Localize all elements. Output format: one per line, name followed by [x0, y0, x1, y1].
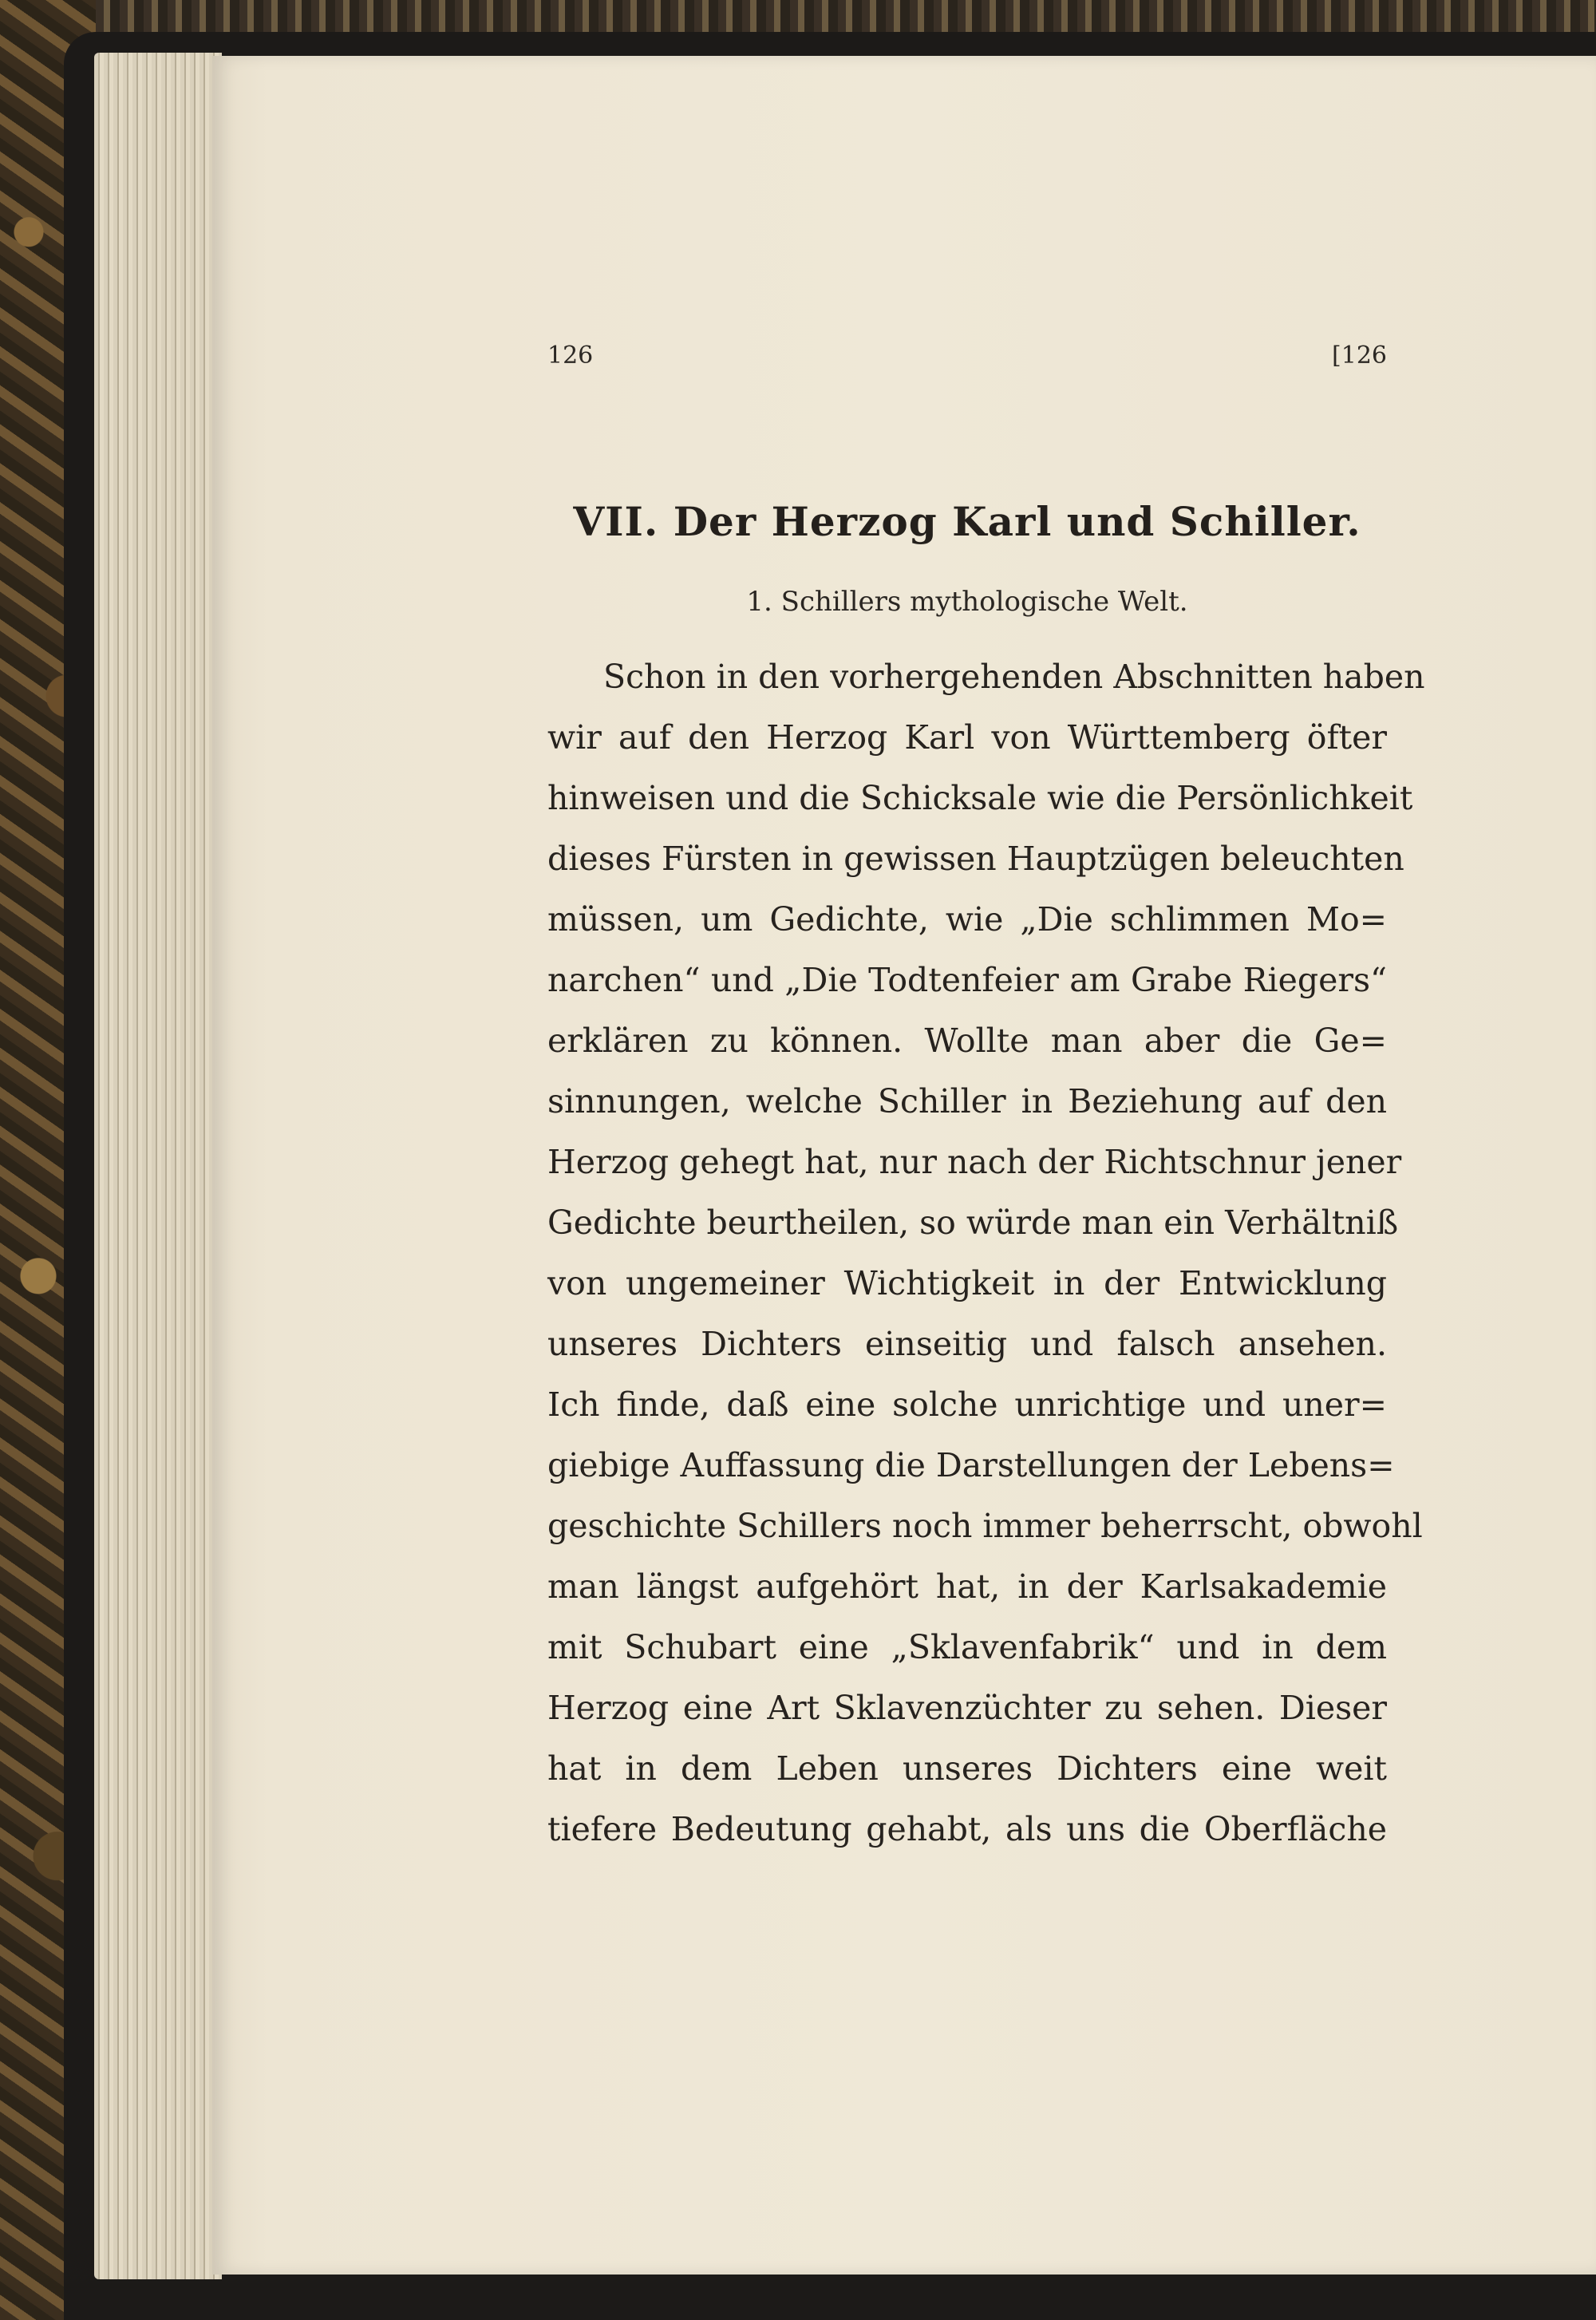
text-line: mit Schubart eine „Sklavenfabrik“ und in dem: [547, 1628, 1387, 1666]
text-line: wir auf den Herzog Karl von Württemberg öfter: [547, 718, 1387, 757]
text-line: Ich finde, daß eine solche unrichtige und uner=: [547, 1385, 1387, 1424]
text-line: geschichte Schillers noch immer beherrscht, obwohl: [547, 1507, 1423, 1545]
text-line: erklären zu können. Wollte man aber die Ge=: [547, 1022, 1387, 1060]
text-line: sinnungen, welche Schiller in Beziehung auf den: [547, 1082, 1387, 1120]
text-line: hat in dem Leben unseres Dichters eine weit: [547, 1749, 1387, 1788]
text-line: Gedichte beurtheilen, so würde man ein Verhältniß: [547, 1203, 1399, 1242]
page-block-edge: [94, 53, 222, 2279]
text-line: hinweisen und die Schicksale wie die Persönlichkeit: [547, 779, 1413, 817]
text-line: Schon in den vorhergehenden Abschnitten haben: [603, 658, 1425, 696]
chapter-title: VII. Der Herzog Karl und Schiller.: [573, 498, 1361, 545]
section-title: 1. Schillers mythologische Welt.: [746, 586, 1188, 618]
text-line: Herzog gehegt hat, nur nach der Richtschnur jener: [547, 1143, 1402, 1181]
text-line: müssen, um Gedichte, wie „Die schlimmen Mo=: [547, 900, 1387, 939]
text-line: von ungemeiner Wichtigkeit in der Entwicklung: [547, 1264, 1387, 1302]
text-line: Herzog eine Art Sklavenzüchter zu sehen. Dieser: [547, 1689, 1387, 1727]
page-number-left: 126: [547, 342, 594, 370]
text-line: tiefere Bedeutung gehabt, als uns die Oberfläche: [547, 1810, 1387, 1848]
text-line: giebige Auffassung die Darstellungen der Lebens=: [547, 1446, 1395, 1484]
text-line: man längst aufgehört hat, in der Karlsakademie: [547, 1567, 1387, 1606]
text-line: unseres Dichters einseitig und falsch ansehen.: [547, 1325, 1387, 1363]
body-text: [547, 646, 1425, 1860]
text-line: dieses Fürsten in gewissen Hauptzügen beleuchten: [547, 840, 1404, 878]
text-line: narchen“ und „Die Todtenfeier am Grabe Riegers“: [547, 961, 1387, 999]
page-number-right: [126: [1332, 342, 1387, 370]
